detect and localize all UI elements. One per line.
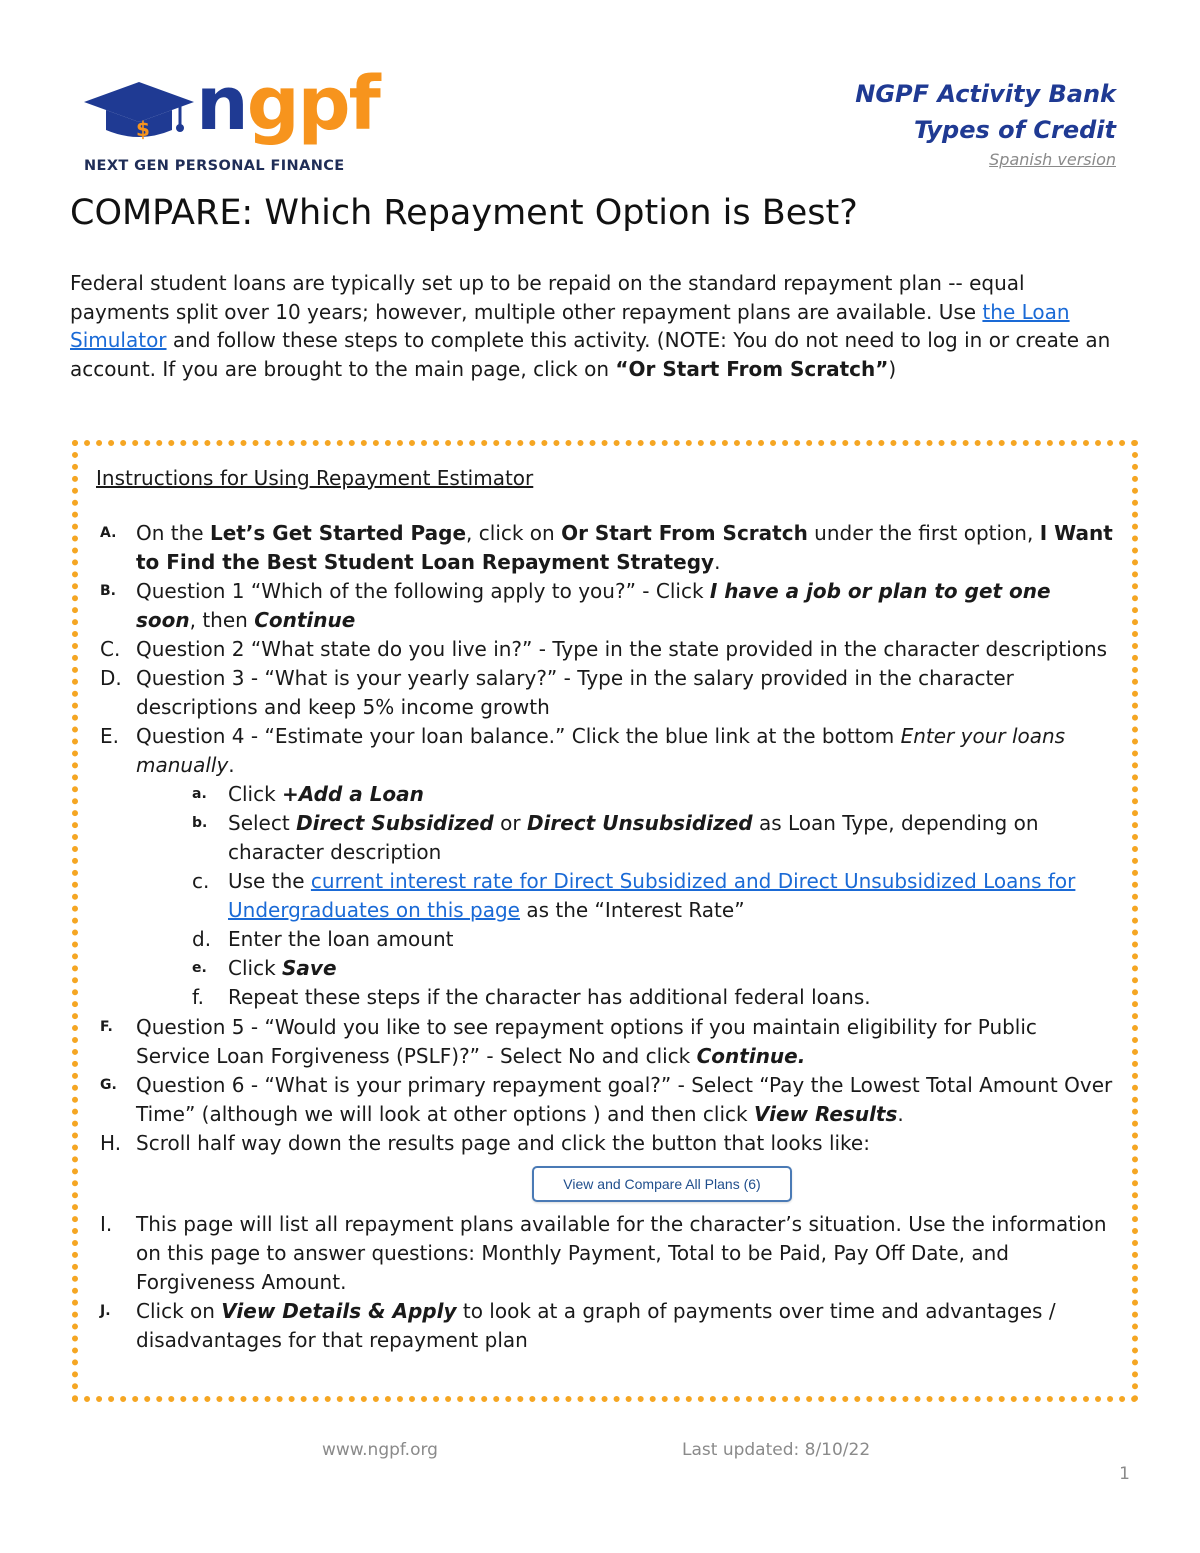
- instructions-box: [72, 440, 1138, 1402]
- loan-simulator-link[interactable]: the Loan Simulator: [70, 299, 1070, 352]
- step-marker: J.: [100, 1303, 111, 1319]
- step-c: C. Question 2 “What state do you live in?” - Type in the state provided in the character descriptions: [96, 635, 1114, 664]
- header-meta: [855, 76, 1116, 172]
- step-marker: G.: [100, 1077, 117, 1093]
- logo-wordmark: ngpf: [196, 61, 379, 147]
- substep-marker: c.: [192, 869, 210, 893]
- step-marker: C.: [100, 637, 121, 661]
- ngpf-logo: [84, 61, 384, 182]
- step-marker: H.: [100, 1131, 122, 1155]
- step-marker: I.: [100, 1212, 113, 1236]
- substep-marker: e.: [192, 960, 207, 976]
- svg-text:$: $: [136, 117, 150, 140]
- substep-marker: b.: [192, 815, 208, 831]
- substep-b: b. Select Direct Subsidized or Direct Unsubsidized as Loan Type, depending on character description: [192, 809, 1114, 867]
- step-b: B. Question 1 “Which of the following apply to you?” - Click I have a job or plan to get one soon, then Continue: [96, 577, 1114, 635]
- substep-d: d. Enter the loan amount: [192, 925, 1114, 954]
- step-marker: E.: [100, 724, 119, 748]
- step-e: E. Question 4 - “Estimate your loan balance.” Click the blue link at the bottom Enter your loans manually.: [96, 722, 1114, 780]
- step-j: J. Click on View Details & Apply to look at a graph of payments over time and advantages / disadvantages for that repayment plan: [96, 1297, 1114, 1355]
- instructions-heading: Instructions for Using Repayment Estimator: [96, 466, 534, 490]
- spanish-version-link[interactable]: Spanish version: [989, 150, 1116, 169]
- page-number: 1: [1119, 1464, 1130, 1484]
- footer-url[interactable]: www.ngpf.org: [322, 1440, 438, 1460]
- step-h: H. Scroll half way down the results page and click the button that looks like:: [96, 1129, 1114, 1158]
- unit-label: Types of Credit: [913, 116, 1116, 144]
- graduation-cap-dollar-icon: [84, 80, 194, 140]
- intro-text: and follow these steps to complete this activity. (NOTE: You do not need to log in or create an account. If you are brought to the main page, click on: [70, 328, 1111, 381]
- intro-bold: “Or Start From Scratch”: [615, 356, 889, 381]
- interest-rate-link[interactable]: current interest rate for Direct Subsidized and Direct Unsubsidized Loans for Undergraduates on this page: [228, 869, 1076, 922]
- substep-e: e. Click Save: [192, 954, 1114, 983]
- substep-marker: f.: [192, 985, 204, 1009]
- step-d: D. Question 3 - “What is your yearly salary?” - Type in the salary provided in the character descriptions and keep 5% income growth: [96, 664, 1114, 722]
- step-marker: A.: [100, 525, 117, 541]
- view-compare-plans-button[interactable]: View and Compare All Plans (6): [532, 1166, 792, 1202]
- intro-text: ): [888, 356, 897, 381]
- substep-f: f. Repeat these steps if the character has additional federal loans.: [192, 983, 1114, 1012]
- substep-c: c. Use the current interest rate for Direct Subsidized and Direct Unsubsidized Loans for Undergraduates on this page as the “Interest Rate”: [192, 867, 1114, 925]
- logo-tagline: NEXT GEN PERSONAL FINANCE: [84, 158, 345, 174]
- footer-last-updated: Last updated: 8/10/22: [682, 1440, 871, 1460]
- step-i: I. This page will list all repayment plans available for the character’s situation. Use the information on this page to answer questions: Monthly Payment, Total to be Paid, Pay Off Date, and Forgiveness Amount.: [96, 1210, 1114, 1297]
- step-marker: F.: [100, 1019, 113, 1035]
- step-marker: B.: [100, 583, 116, 599]
- intro-text: Federal student loans are typically set up to be repaid on the standard repayment plan -- equal payments split over 10 years; however, multiple other repayment plans are available. Use: [70, 271, 1025, 324]
- step-marker: D.: [100, 666, 122, 690]
- step-f: F. Question 5 - “Would you like to see repayment options if you maintain eligibility for Public Service Loan Forgiveness (PSLF)?” - Select No and click Continue.: [96, 1013, 1114, 1071]
- substep-marker: a.: [192, 786, 207, 802]
- intro-paragraph: [70, 269, 1130, 383]
- substep-a: a. Click +Add a Loan: [192, 780, 1114, 809]
- step-a: A. On the Let’s Get Started Page, click on Or Start From Scratch under the first option, I Want to Find the Best Student Loan Repayment Strategy.: [96, 519, 1114, 577]
- substep-marker: d.: [192, 927, 212, 951]
- step-g: G. Question 6 - “What is your primary repayment goal?” - Select “Pay the Lowest Total Amount Over Time” (although we will look at other options ) and then click View Results.: [96, 1071, 1114, 1129]
- page-title: COMPARE: Which Repayment Option is Best?: [70, 193, 858, 233]
- activity-bank-label: NGPF Activity Bank: [855, 80, 1116, 108]
